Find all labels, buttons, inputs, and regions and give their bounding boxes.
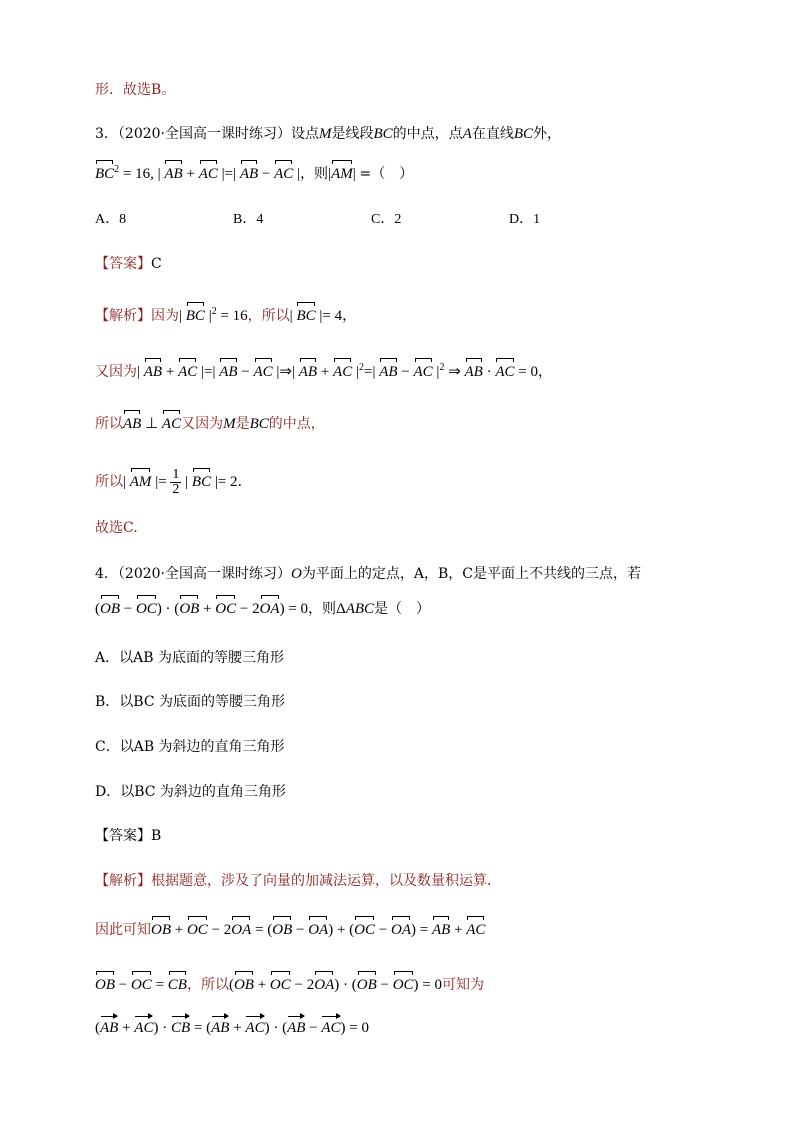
analysis-3-line-4: 所以| AM |= $\frac{1}{2}$ | BC |= 2．: [95, 467, 252, 497]
q4-text-3: 是（ ）: [374, 601, 431, 617]
analysis-text-5: 又因为: [181, 416, 224, 432]
q3-text-3: 在直线: [471, 126, 514, 142]
q4-text: 为平面上的定点，A，B，C是平面上不共线的三点，若: [301, 566, 641, 582]
analysis-4-line-4: (AB + AC) · CB = (AB + AC) · (AB − AC) = 0: [95, 1020, 370, 1036]
q4-text-2: ，则: [308, 601, 337, 617]
vector-am: AM: [331, 166, 353, 182]
analysis-4-line-3: OB − OC = CB，所以(OB + OC − 2OA) · (OB − OC) = 0可知为: [95, 977, 485, 993]
analysis-3-line-2: 又因为| AB + AC |=| AB − AC |⇒| AB + AC $|^2=|$ AB − AC $|^2$ ⇒ AB · AC = 0，: [95, 362, 552, 380]
q3-paren: =（ ）: [359, 166, 414, 182]
q4-option-d-text: D．以BC 为斜边的直角三角形: [95, 784, 286, 800]
analysis-text-6: 是: [235, 416, 250, 432]
question-3-formula: $BC^2 = 16$, | AB + AC |=| AB − AC |，则|AM| =（ ）: [95, 164, 414, 182]
q4-option-a: [95, 648, 284, 668]
q4-var-o: O: [291, 566, 302, 582]
vector-bc: BC: [95, 166, 115, 182]
answer-label: 【答案】: [95, 256, 151, 272]
analysis-text-7: 的中点，: [268, 416, 325, 432]
q3-text: 是线段: [331, 126, 374, 142]
option-d: D．1: [509, 212, 541, 227]
answer-4-label: 【答案】: [95, 828, 151, 844]
analysis-text: 因为: [151, 308, 179, 324]
analysis-4-text-4: 可知为: [442, 977, 485, 993]
vector-ab: AB: [239, 166, 259, 182]
q4-option-a-text: A．以AB 为底面的等腰三角形: [95, 650, 284, 666]
fraction-half: $\frac{1}{2}$: [172, 467, 180, 497]
analysis-3-end: [95, 518, 138, 538]
q3-var-m: M: [319, 126, 332, 142]
analysis-text-2: ，所以: [247, 308, 290, 324]
q4-option-c: [95, 737, 285, 757]
analysis-3-line-3: 所以AB ⊥ AC又因为M是BC的中点，: [95, 416, 325, 432]
analysis-end: 故选C.: [95, 520, 138, 536]
vector-bc: BC: [296, 308, 316, 324]
analysis-3-line-1: 【解析】因为| BC $|^2 = 16$，所以| BC |= 4，: [95, 306, 357, 324]
question-3-header: [95, 124, 561, 144]
answer-value: C: [151, 256, 162, 272]
analysis-text-4: 所以: [95, 416, 123, 432]
question-4-formula: (OB − OC) · (OB + OC − 2OA) = 0，则ΔABC是（ ）: [95, 601, 431, 617]
q3-text-2: 的中点，点: [392, 126, 463, 142]
analysis-text-8: 所以: [95, 473, 123, 490]
analysis-4-text-2: 因此可知: [95, 922, 151, 938]
vector-bc: BC: [185, 308, 205, 324]
q4-option-b-text: B．以BC 为底面的等腰三角形: [95, 694, 285, 710]
option-c: C．2: [371, 212, 402, 227]
q3-formula-text: ，则: [300, 166, 329, 182]
analysis-text-3: 又因为: [95, 364, 137, 380]
q4-option-d: [95, 782, 286, 802]
q3-var-a: A: [462, 126, 472, 142]
answer-4: [95, 826, 161, 846]
q4-option-c-text: C．以AB 为斜边的直角三角形: [95, 739, 285, 755]
question-4-header: [95, 564, 641, 584]
vector-ab: AB: [164, 166, 183, 182]
q4-option-b: [95, 692, 285, 712]
analysis-4-label: 【解析】: [95, 873, 151, 889]
vector-ac: AC: [274, 166, 294, 182]
analysis-4-text-3: ，所以: [186, 977, 229, 993]
answer-4-value: B: [151, 828, 162, 844]
option-a: A．8: [95, 212, 127, 227]
answer-3: [95, 254, 162, 274]
option-b: B．4: [233, 212, 264, 227]
q4-source: 4．（2020·全国高一课时练习）: [95, 566, 291, 582]
q3-var-bc: BC: [373, 126, 393, 142]
text-line-conclusion: [95, 80, 175, 100]
analysis-label: 【解析】: [95, 308, 151, 324]
analysis-4-line-1: [95, 871, 501, 891]
vector-ac: AC: [198, 166, 218, 182]
analysis-4-text: 根据题意，涉及了向量的加减法运算，以及数量积运算．: [151, 873, 501, 889]
analysis-4-line-2: 因此可知OB + OC − 2OA = (OB − OA) + (OC − OA) = AB + AC: [95, 922, 486, 938]
q3-var-bc-2: BC: [513, 126, 534, 142]
q3-text-4: 外，: [533, 126, 562, 142]
q3-source: 3．（2020·全国高一课时练习）设点: [95, 126, 319, 142]
conclusion-text: 形．故选B。: [95, 82, 176, 98]
